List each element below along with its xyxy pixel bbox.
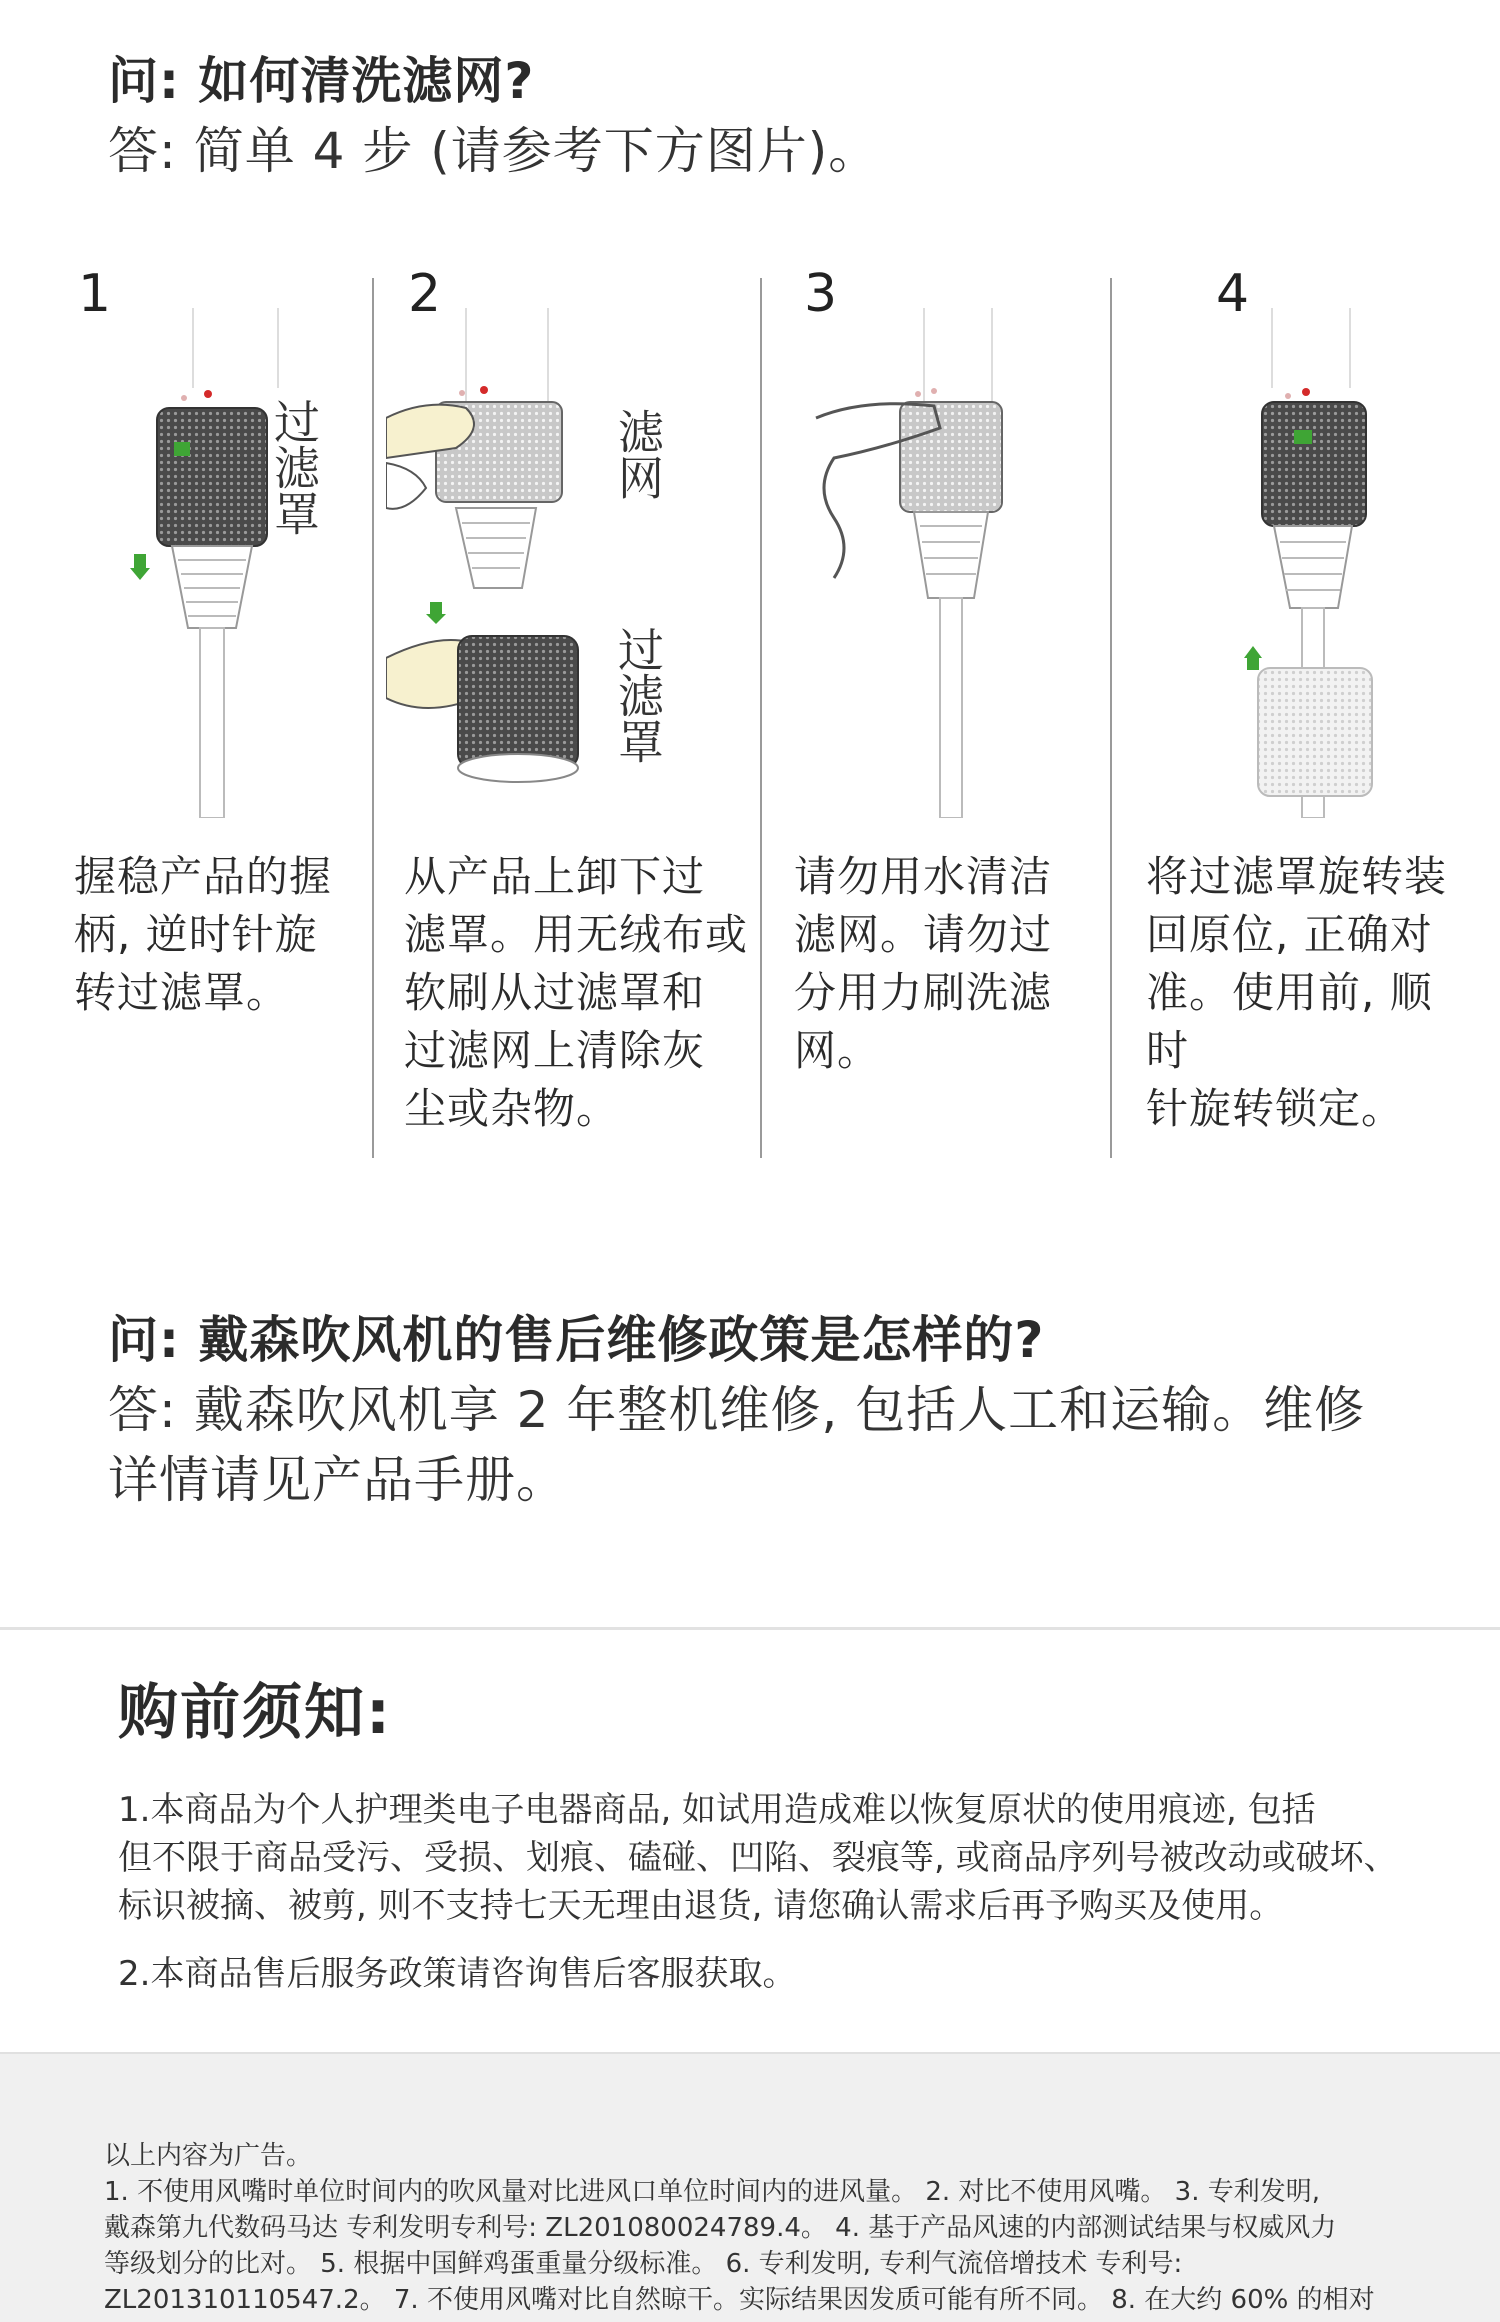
faq-answer-line: 答: 戴森吹风机享 2 年整机维修, 包括人工和运输。维修 <box>108 1381 1366 1439</box>
faq-question: 问: 如何清洗滤网? <box>108 52 535 110</box>
column-divider <box>372 278 374 1158</box>
column-divider <box>1110 278 1112 1158</box>
filter-twist-illustration <box>60 298 360 818</box>
filter-cover-label: 过滤罩 <box>611 626 665 764</box>
step-description: 握稳产品的握 柄, 逆时针旋 转过滤罩。 <box>74 852 333 1017</box>
step-description: 从产品上卸下过 滤罩。用无绒布或 软刷从过滤罩和 过滤网上清除灰 尘或杂物。 <box>404 852 749 1133</box>
step-description: 将过滤罩旋转装 回原位, 正确对 准。使用前, 顺时 针旋转锁定。 <box>1146 852 1448 1133</box>
faq-filter-cleaning <box>108 46 1428 186</box>
step-number: 1 <box>78 264 112 324</box>
section-divider <box>0 1627 1500 1630</box>
faq-repair-policy <box>108 1305 1428 1515</box>
notice-title: 购前须知: <box>118 1678 392 1748</box>
notice-item: 1.本商品为个人护理类电子电器商品, 如试用造成难以恢复原状的使用痕迹, 包括 但不限于商品受污、受损、划痕、磕碰、凹陷、裂痕等, 或商品序列号被改动或破坏、 标识被摘、被剪, 则不支持七天无理由退货, 请您确认需求后再予购买及使用。 <box>118 1790 1398 1926</box>
step-number: 4 <box>1216 264 1250 324</box>
step-number: 2 <box>408 264 442 324</box>
brush-filter-illustration <box>774 298 1074 818</box>
purchase-notice <box>118 1668 1418 1998</box>
filter-mesh-label: 滤网 <box>611 408 665 500</box>
notice-item: 2.本商品售后服务政策请咨询售后客服获取。 <box>118 1954 797 1994</box>
filter-cover-label: 过滤罩 <box>267 398 321 536</box>
step-2 <box>386 258 756 1158</box>
step-3 <box>774 258 1094 1158</box>
cleaning-steps <box>60 258 1460 1158</box>
step-4 <box>1122 258 1462 1158</box>
step-1 <box>60 258 360 1158</box>
step-description: 请勿用水清洁 滤网。请勿过 分用力刷洗滤 网。 <box>794 852 1053 1075</box>
faq-question: 问: 戴森吹风机的售后维修政策是怎样的? <box>108 1311 1045 1369</box>
filter-reattach-illustration <box>1122 298 1422 818</box>
ad-disclaimer-footer <box>0 2052 1500 2322</box>
faq-answer-line: 详情请见产品手册。 <box>108 1451 567 1509</box>
disclaimer-text: 以上内容为广告。 1. 不使用风嘴时单位时间内的吹风量对比进风口单位时间内的进风量。 2. 对比不使用风嘴。 3. 专利发明, 戴森第九代数码马达 专利发明专利号: ZL201080024789.4。 4. 基于产品风速的内部测试结果与权威风力 等级划分的比对。 5. 根据中国鲜鸡蛋重量分级标准。 6. 专利发明, 专利气流倍增技术 专利号: ZL201310110547.2。 7. 不使用风嘴对比自然晾干。实际结果因发质可能有所不同。 8. 在大约 60% 的相对 <box>104 2141 1375 2315</box>
faq-answer: 答: 简单 4 步 (请参考下方图片)。 <box>108 122 880 180</box>
step-number: 3 <box>804 264 838 324</box>
column-divider <box>760 278 762 1158</box>
